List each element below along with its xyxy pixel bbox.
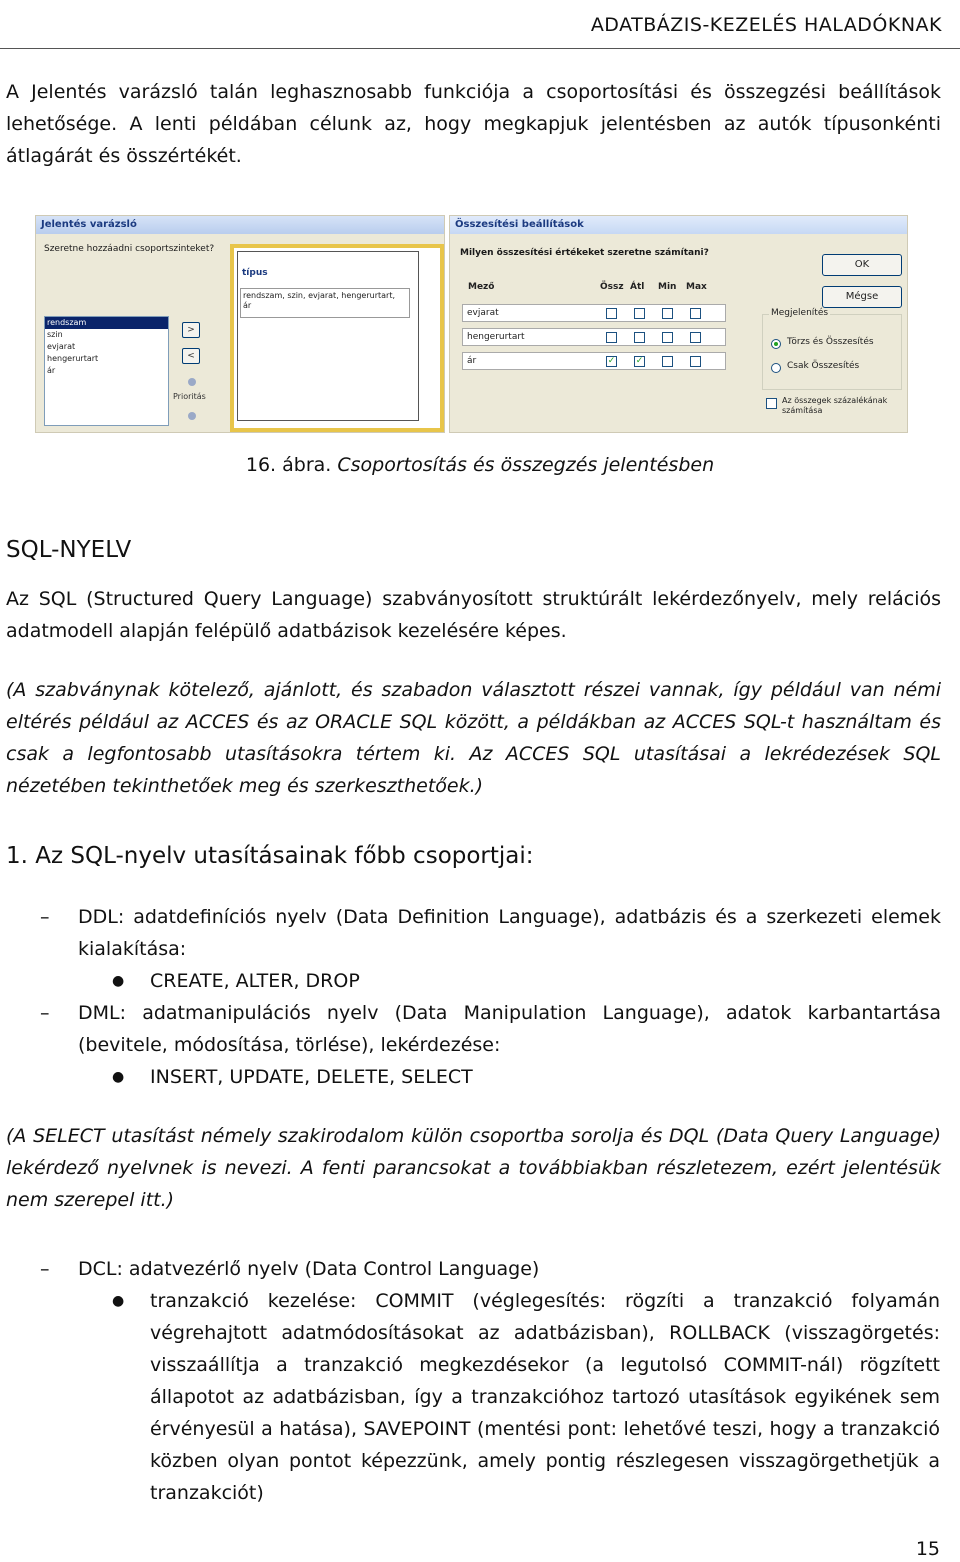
checkbox-avg-checked[interactable]: ✓ xyxy=(635,356,644,366)
ddl-item xyxy=(6,901,941,965)
display-options-group xyxy=(762,308,902,390)
dml-item xyxy=(6,997,941,1061)
summary-row-name: ár xyxy=(467,356,477,366)
cancel-button[interactable]: Mégse xyxy=(822,286,902,308)
summary-row xyxy=(462,352,726,370)
intro-paragraph: A Jelentés varázsló talán leghasznosabb funkciója a csoportosítási és összegzési beállítások lehetősége. A lenti példában célunk az, hogy megkapjuk jelentésben az autók típusonkénti átlagárát és összértékét. xyxy=(6,81,941,167)
field-list-item[interactable]: evjarat xyxy=(47,342,76,351)
summary-options-panel xyxy=(449,215,908,433)
figure-report-wizard xyxy=(35,215,908,433)
summary-row xyxy=(462,328,726,346)
header-title: ADATBÁZIS-KEZELÉS HALADÓKNAK xyxy=(590,14,942,36)
field-list-item[interactable]: ár xyxy=(47,366,56,375)
dcl-description: adatvezérlő nyelv (Data Control Language) xyxy=(122,1258,540,1280)
groups-heading: 1. Az SQL-nyelv utasításainak főbb csoportjai: xyxy=(6,843,534,869)
dash-marker: – xyxy=(40,906,50,928)
radio-detail-summary-label: Törzs és Összesítés xyxy=(787,337,874,347)
summary-row-name: hengerurtart xyxy=(467,332,525,342)
section-title: SQL-NYELV xyxy=(6,537,132,563)
field-list[interactable] xyxy=(44,316,169,426)
bullet-icon: ● xyxy=(112,1069,125,1085)
bullet-icon: ● xyxy=(112,1293,125,1309)
dcl-term: DCL: xyxy=(78,1258,123,1280)
ddl-term: DDL: xyxy=(78,906,125,928)
remove-group-button[interactable]: < xyxy=(182,348,200,364)
caption-number: 16. ábra. xyxy=(245,454,332,476)
checkbox-max[interactable] xyxy=(690,308,701,319)
add-group-button[interactable]: > xyxy=(182,322,200,338)
radio-summary-only-label: Csak Összesítés xyxy=(787,361,860,371)
dcl-item xyxy=(6,1253,941,1285)
dash-marker: – xyxy=(40,1258,50,1280)
ddl-commands: CREATE, ALTER, DROP xyxy=(150,970,360,992)
group-preview xyxy=(237,251,419,421)
percent-label: Az összegek százalékának számítása xyxy=(782,396,888,415)
checkbox-min[interactable] xyxy=(662,332,673,343)
field-list-item[interactable]: hengerurtart xyxy=(47,354,99,363)
field-list-item[interactable]: rendszam xyxy=(45,317,168,329)
radio-summary-only[interactable] xyxy=(771,363,781,373)
percent-checkbox[interactable] xyxy=(766,398,777,409)
priority-label: Prioritás xyxy=(173,392,206,401)
checkbox-sum-checked[interactable]: ✓ xyxy=(607,356,616,366)
caption-text: Csoportosítás és összegzés jelentésben xyxy=(337,454,715,476)
summary-question: Milyen összesítési értékeket szeretne számítani? xyxy=(460,248,709,258)
checkbox-min[interactable] xyxy=(662,308,673,319)
checkbox-avg[interactable] xyxy=(634,308,645,319)
display-label: Megjelenítés xyxy=(771,308,829,318)
page-header xyxy=(0,0,960,49)
dash-marker: – xyxy=(40,1002,50,1024)
summary-titlebar: Összesítési beállítások xyxy=(450,216,907,234)
col-field-header: Mező xyxy=(468,282,495,292)
note-paragraph-1: (A szabványnak kötelező, ajánlott, és szabadon választott részei vannak, így például van némi eltérés például az ACCES és az ORACLE SQL között, a példákban az ACCES SQL-t használtam és csak a legfontosabb utasításokra tértem ki. Az ACCES SQL utasításai a lekrédezések SQL nézetében tekinthetőek meg és szerkeszthetőek.) xyxy=(6,679,941,797)
dml-term: DML: xyxy=(78,1002,127,1024)
group-detail-fields xyxy=(240,288,410,318)
priority-down-icon[interactable] xyxy=(188,412,196,420)
checkbox-min[interactable] xyxy=(662,356,673,367)
checkbox-avg[interactable] xyxy=(634,332,645,343)
ok-button[interactable]: OK xyxy=(822,254,902,276)
ddl-description: adatdefiníciós nyelv (Data Definition Language), adatbázis és a szerkezeti elemek kialakítása: xyxy=(78,906,941,960)
page-number: 15 xyxy=(915,1538,940,1560)
field-list-item[interactable]: szin xyxy=(47,330,63,339)
dcl-transaction-text: tranzakció kezelése: COMMIT (véglegesítés: rögzíti a tranzakció folyamán végrehajtott adatmódosításokat az adatbázisban), ROLLBACK (visszagörgetés: visszaállítja a tranzakció megkezdésekor (a legutolsó COMMIT-nál) rögzített állapotot az adatbázisban, így a tranzakcióhoz tartozó utasítások egyikének sem érvényesül a hatása), SAVEPOINT (mentési pont: lehetővé teszi, hogy a tranzakció közben olyan pontot képezzünk, amely pontig részlegesen visszagörgethetjük a tranzakciót) xyxy=(150,1290,940,1504)
report-wizard-panel xyxy=(35,215,445,433)
checkbox-max[interactable] xyxy=(690,332,701,343)
col-avg-header: Átl xyxy=(630,282,645,292)
ddl-text-block xyxy=(78,901,941,965)
checkbox-sum[interactable] xyxy=(606,332,617,343)
col-min-header: Min xyxy=(658,282,677,292)
wizard-prompt: Szeretne hozzáadni csoportszinteket? xyxy=(44,244,215,254)
sql-intro-paragraph: Az SQL (Structured Query Language) szabványosított struktúrált lekérdezőnyelv, mely relációs adatmodell alapján felépülő adatbázisok kezelésére képes. xyxy=(6,588,941,642)
summary-row-name: evjarat xyxy=(467,308,499,318)
col-sum-header: Össz xyxy=(600,282,624,292)
checkbox-max[interactable] xyxy=(690,356,701,367)
radio-detail-summary[interactable] xyxy=(771,339,781,349)
bullet-icon: ● xyxy=(112,973,125,989)
dml-description: adatmanipulációs nyelv (Data Manipulation Language), adatok karbantartása (bevitele, módosítása, törlése), lekérdezése: xyxy=(78,1002,941,1056)
wizard-titlebar: Jelentés varázsló xyxy=(36,216,444,234)
group-field-label: típus xyxy=(242,268,268,278)
dcl-text-block xyxy=(78,1253,941,1285)
dml-commands: INSERT, UPDATE, DELETE, SELECT xyxy=(150,1066,473,1088)
group-detail-line-2: ár xyxy=(243,301,252,310)
checkbox-sum[interactable] xyxy=(606,308,617,319)
group-detail-line-1: rendszam, szin, evjarat, hengerurtart, xyxy=(243,291,395,300)
figure-caption xyxy=(0,454,960,476)
summary-row xyxy=(462,304,726,322)
priority-up-icon[interactable] xyxy=(188,378,196,386)
note-paragraph-2: (A SELECT utasítást némely szakirodalom külön csoportba sorolja és DQL (Data Query Language) lekérdező nyelvnek is nevezi. A fenti parancsokat a továbbiakban részletezem, ezért jelentésük nem szerepel itt.) xyxy=(6,1125,941,1211)
group-preview-frame xyxy=(230,244,444,432)
col-max-header: Max xyxy=(686,282,707,292)
dml-text-block xyxy=(78,997,941,1061)
